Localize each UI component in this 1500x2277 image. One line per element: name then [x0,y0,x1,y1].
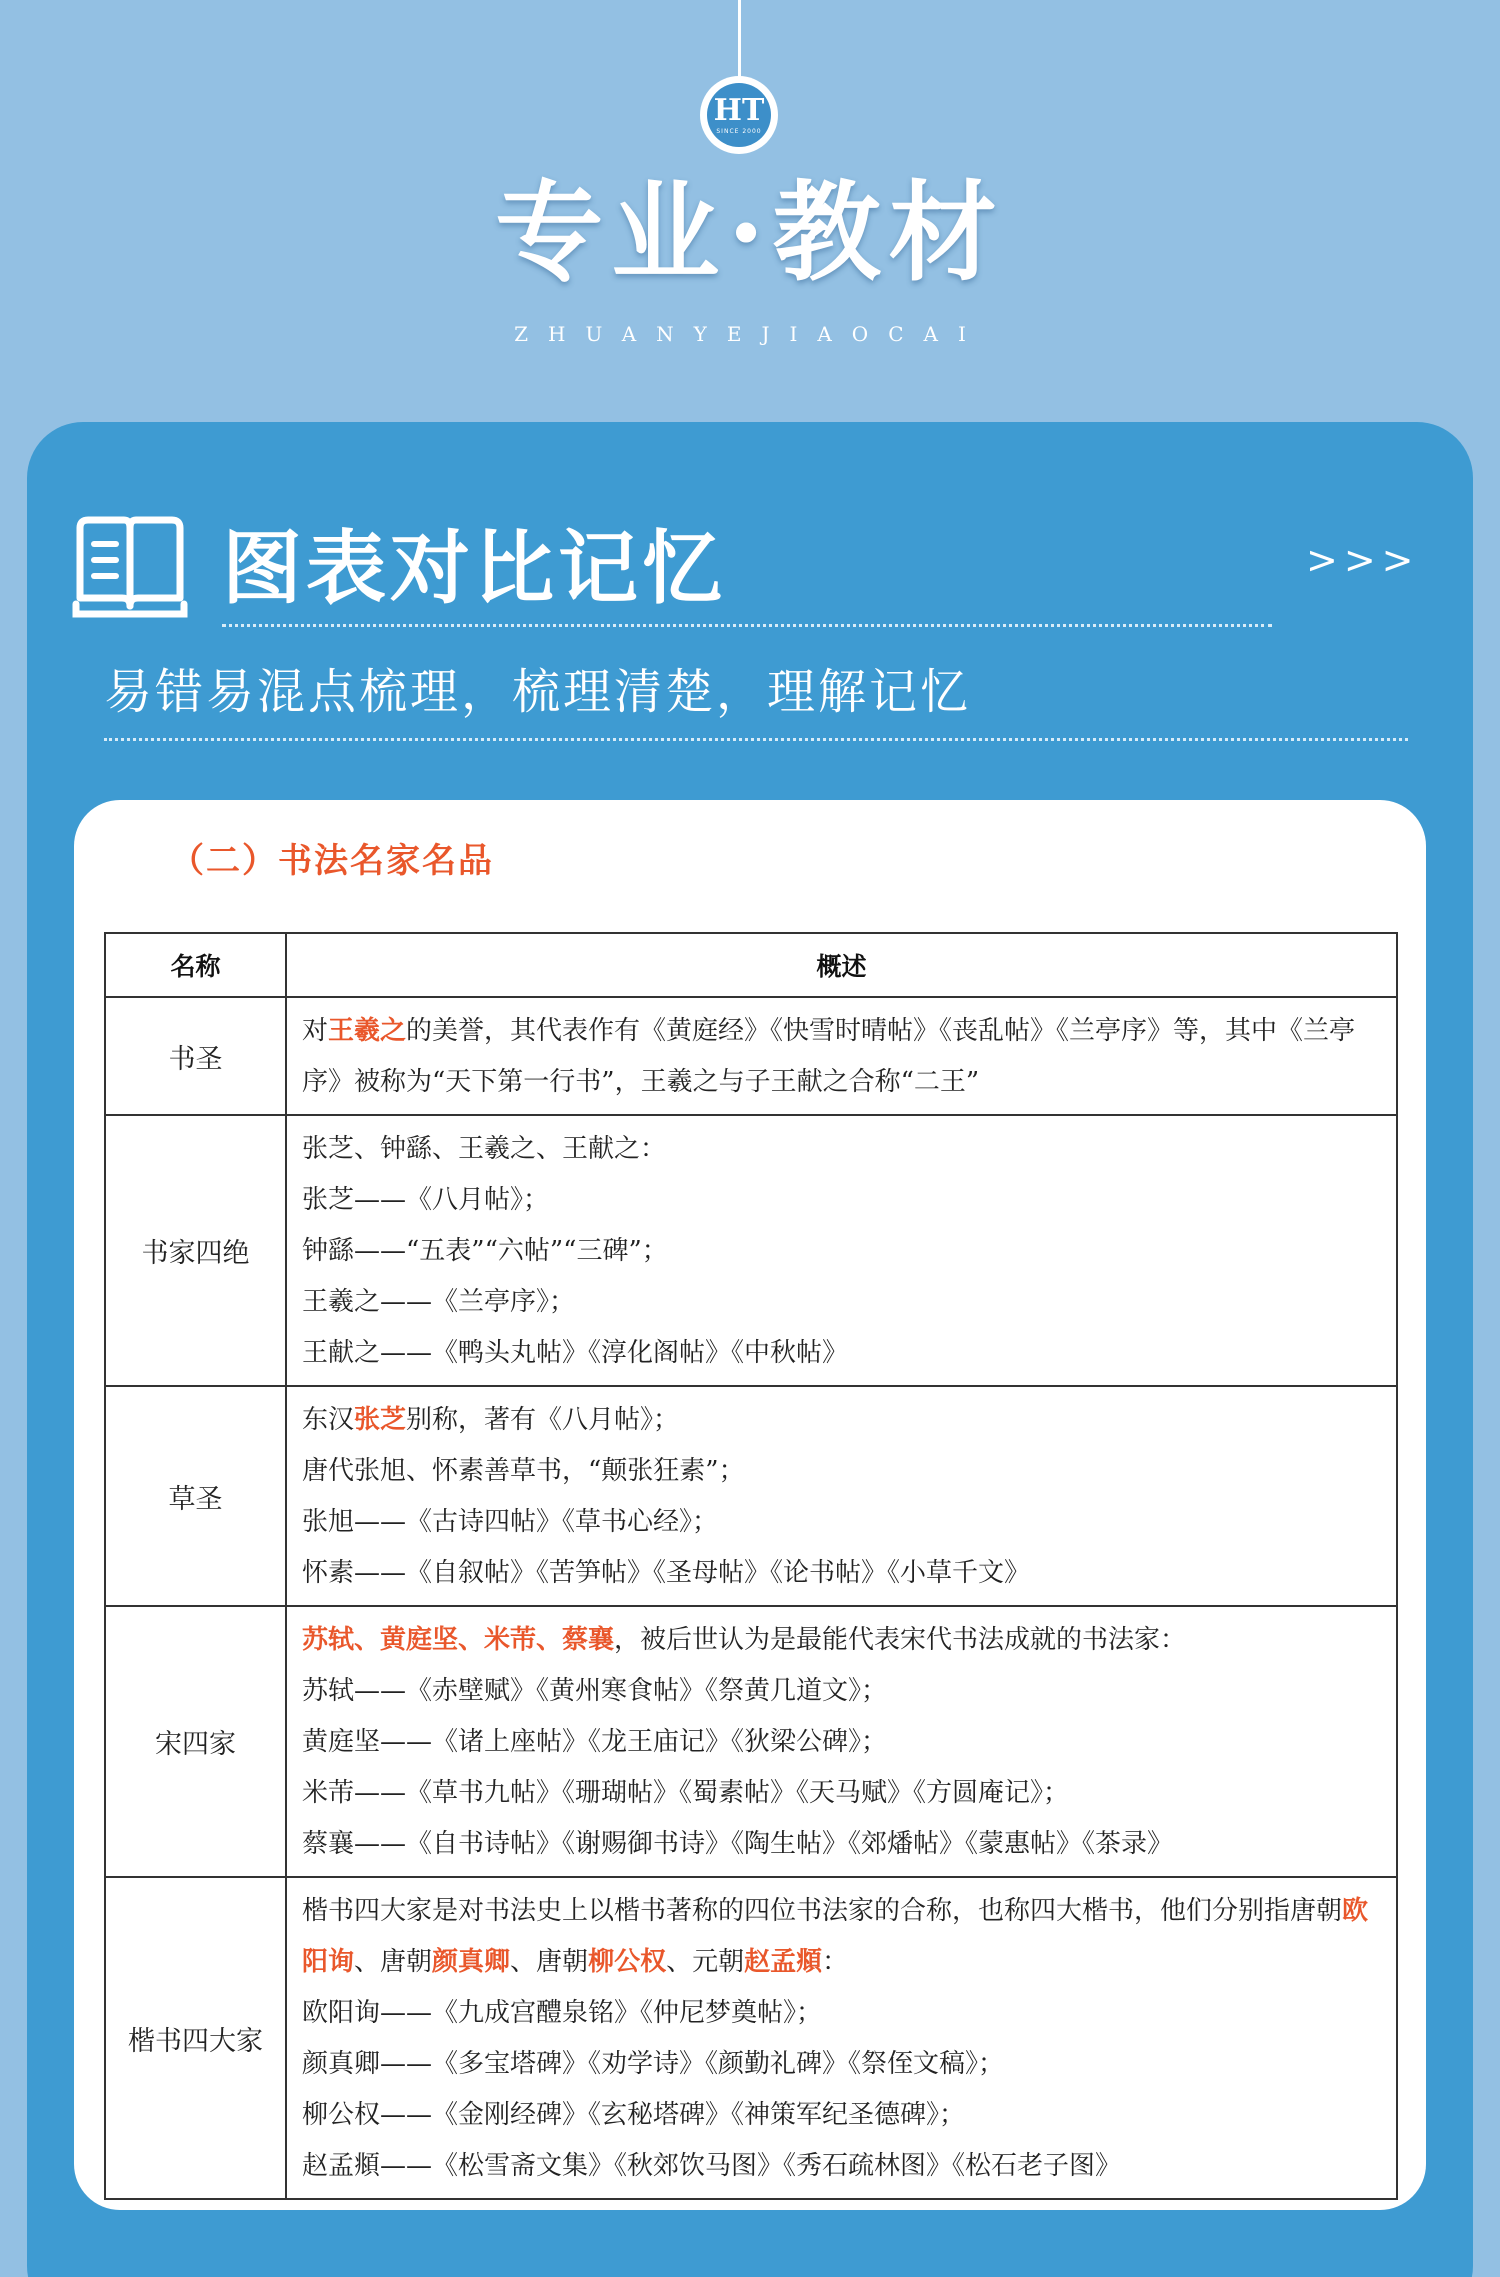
summary-text: 苏轼——《赤壁赋》《黄州寒食帖》《祭黄几道文》； [302,1676,888,1706]
summary-line [302,2039,1382,2090]
hanging-line [738,0,741,78]
summary-text: 、唐朝 [354,1947,433,1977]
row-summary-cell [286,1386,1397,1606]
summary-text: 唐代张旭、怀素善草书，“颠张狂素”； [302,1456,745,1486]
brand-logo [700,76,778,154]
summary-text: 怀素——《自叙帖》《苦笋帖》《圣母帖》《论书帖》《小草千文》 [302,1558,1031,1588]
summary-text: ： [822,1947,849,1977]
hero-title: 专业·教材 [495,170,1005,296]
book-icon [72,514,188,626]
summary-text: 对 [302,1016,329,1046]
summary-text: 柳公权——《金刚经碑》《玄秘塔碑》《神策军纪圣德碑》； [302,2100,966,2130]
summary-text: 张芝、钟繇、王羲之、王献之： [302,1134,667,1164]
summary-line [302,1768,1382,1819]
summary-text: 黄庭坚——《诸上座帖》《龙王庙记》《狄梁公碑》； [302,1727,888,1757]
highlighted-name: 苏轼、黄庭坚、米芾、蔡襄 [302,1625,615,1655]
row-summary-cell [286,997,1397,1115]
summary-text: 、元朝 [666,1947,745,1977]
table-row [105,1877,1397,2199]
more-arrows[interactable]: >>> [1306,538,1420,582]
column-header-name: 名称 [105,933,286,997]
summary-line [302,1497,1382,1548]
table-row [105,1606,1397,1877]
row-summary-cell [286,1115,1397,1386]
summary-line [302,1615,1382,1666]
hero-subtitle: ZHUANYEJIAOCAI [514,322,986,346]
row-name-cell: 宋四家 [105,1606,286,1877]
highlighted-name: 张芝 [354,1405,407,1435]
table-header-row [105,933,1397,997]
summary-text: 颜真卿——《多宝塔碑》《劝学诗》《颜勤礼碑》《祭侄文稿》； [302,2049,1005,2079]
row-name-cell: 书家四绝 [105,1115,286,1386]
summary-line [302,1175,1382,1226]
summary-line [302,1819,1382,1870]
summary-line [302,1446,1382,1497]
table-body [105,997,1397,2199]
logo-since: SINCE 2000 [716,127,762,135]
summary-line [302,1006,1382,1108]
summary-line [302,1666,1382,1717]
section-tagline: 易错易混点梳理，梳理清楚，理解记忆 [104,664,972,720]
summary-text: 别称，著有《八月帖》； [406,1405,680,1435]
summary-line [302,1124,1382,1175]
summary-line [302,1988,1382,2039]
row-summary-cell [286,1606,1397,1877]
summary-text: 的美誉，其代表作有《黄庭经》《快雪时晴帖》《丧乱帖》《兰亭序》等，其中《兰亭序》被称为“天下第一行书”，王羲之与子王献之合称“二王” [302,1016,1356,1097]
highlighted-name: 欧阳询 [302,1896,1369,1977]
calligraphy-table [104,932,1398,2200]
summary-text: 、唐朝 [510,1947,589,1977]
summary-line [302,2090,1382,2141]
summary-text: 楷书四大家是对书法史上以楷书著称的四位书法家的合称，也称四大楷书，他们分别指唐朝 [302,1896,1343,1926]
summary-text: 王献之——《鸭头丸帖》《淳化阁帖》《中秋帖》 [302,1338,849,1368]
summary-text: 王羲之——《兰亭序》； [302,1287,576,1317]
table-row [105,1386,1397,1606]
summary-text: 欧阳询——《九成宫醴泉铭》《仲尼梦奠帖》； [302,1998,823,2028]
summary-text: 米芾——《草书九帖》《珊瑚帖》《蜀素帖》《天马赋》《方圆庵记》； [302,1778,1070,1808]
highlighted-name: 赵孟頫 [744,1947,823,1977]
highlighted-name: 王羲之 [328,1016,407,1046]
summary-line [302,2141,1382,2192]
row-name-cell: 书圣 [105,997,286,1115]
logo-inner [707,83,771,147]
dotted-divider [222,624,1272,627]
row-name-cell: 楷书四大家 [105,1877,286,2199]
logo-mark: HT [713,92,765,128]
highlighted-name: 颜真卿 [432,1947,511,1977]
column-header-summary: 概述 [286,933,1397,997]
summary-line [302,1886,1382,1988]
highlighted-name: 柳公权 [588,1947,667,1977]
table-row [105,997,1397,1115]
content-card [74,800,1426,2210]
summary-line [302,1548,1382,1599]
summary-line [302,1328,1382,1379]
summary-line [302,1395,1382,1446]
summary-text: 赵孟頫——《松雪斋文集》《秋郊饮马图》《秀石疏林图》《松石老子图》 [302,2151,1122,2181]
summary-text: 蔡襄——《自书诗帖》《谢赐御书诗》《陶生帖》《郊燔帖》《蒙惠帖》《茶录》 [302,1829,1174,1859]
summary-text: 张芝——《八月帖》； [302,1185,550,1215]
section-title: 图表对比记忆 [222,521,726,615]
row-name-cell: 草圣 [105,1386,286,1606]
dotted-divider [104,738,1408,741]
summary-line [302,1277,1382,1328]
summary-text: 钟繇——“五表”“六帖”“三碑”； [302,1236,668,1266]
summary-line [302,1717,1382,1768]
summary-text: 东汉 [302,1405,355,1435]
summary-text: 张旭——《古诗四帖》《草书心经》； [302,1507,719,1537]
table-row [105,1115,1397,1386]
summary-text: ，被后世认为是最能代表宋代书法成就的书法家： [614,1625,1187,1655]
card-heading: （二）书法名家名品 [170,841,494,881]
row-summary-cell [286,1877,1397,2199]
summary-line [302,1226,1382,1277]
